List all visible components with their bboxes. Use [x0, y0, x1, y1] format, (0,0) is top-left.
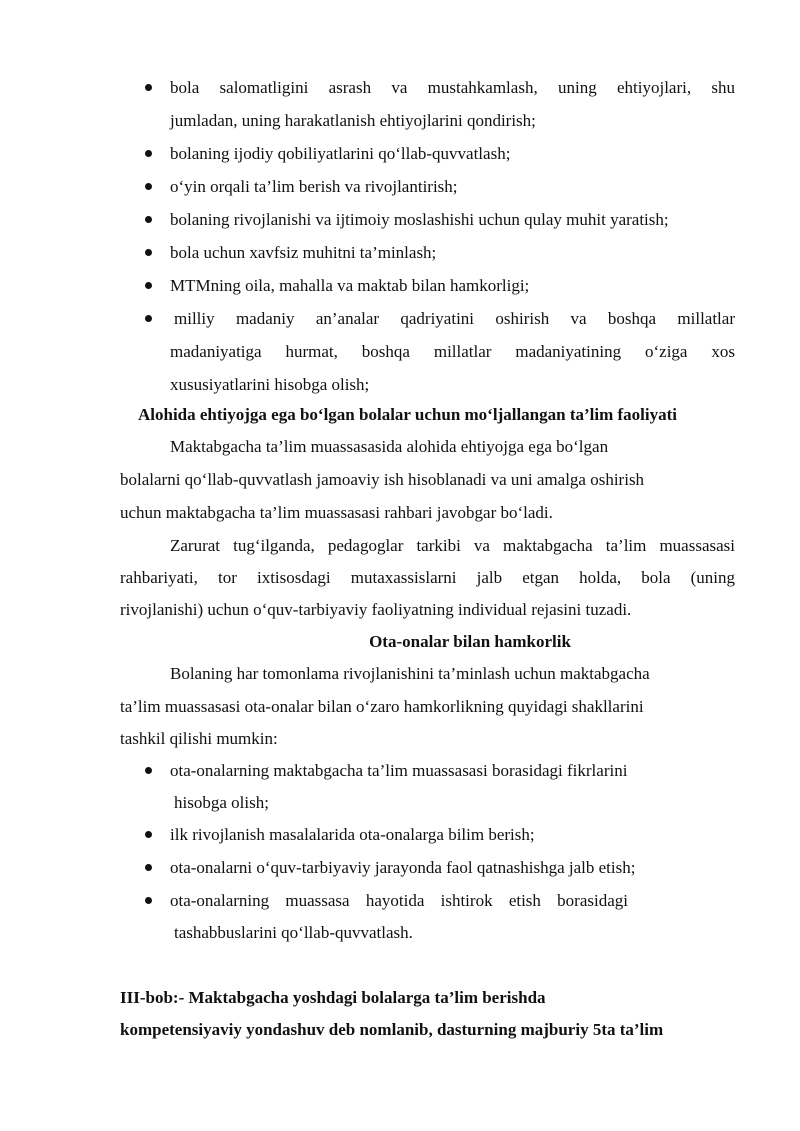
bullet-icon [145, 216, 152, 223]
chapter-heading: kompetensiyaviy yondashuv deb nomlanib, dasturning majburiy 5ta ta’lim [120, 1020, 664, 1039]
section-heading-parents: Ota-onalar bilan hamkorlik [369, 632, 571, 651]
bullet-icon [145, 150, 152, 157]
list-item-line: xususiyatlarini hisobga olish; [170, 375, 370, 394]
bullet-icon [145, 767, 152, 774]
paragraph-line: ta’lim muassasasi ota-onalar bilan o‘zaro hamkorlikning quyidagi shakllarini [120, 697, 644, 716]
list-item-line: hisobga olish; [174, 793, 269, 812]
paragraph-line: rivojlanishi) uchun o‘quv-tarbiyaviy faoliyatning individual rejasini tuzadi. [120, 600, 632, 619]
chapter-heading: III-bob:- Maktabgacha yoshdagi bolalarga ta’lim berishda [120, 988, 546, 1007]
paragraph-line: Maktabgacha ta’lim muassasasida alohida ehtiyojga ega bo‘lgan [170, 437, 609, 456]
list-item-line: ota-onalarning maktabgacha ta’lim muassasasi borasidagi fikrlarini [170, 761, 628, 780]
bullet-icon [145, 864, 152, 871]
bullet-icon [145, 831, 152, 838]
section-heading-special-needs: Alohida ehtiyojga ega bo‘lgan bolalar uchun mo‘ljallangan ta’lim faoliyati [138, 405, 678, 424]
list-item-line: bola salomatligini asrash va mustahkamlash, uning ehtiyojlari, shu [170, 78, 735, 97]
bullet-icon [145, 183, 152, 190]
list-item-line: bolaning ijodiy qobiliyatlarini qo‘llab-quvvatlash; [170, 144, 511, 163]
bullet-icon [145, 249, 152, 256]
bullet-icon [145, 282, 152, 289]
list-item-line: ota-onalarni o‘quv-tarbiyaviy jarayonda faol qatnashishga jalb etish; [170, 858, 636, 877]
list-item-line: jumladan, uning harakatlanish ehtiyojlarini qondirish; [170, 111, 536, 130]
paragraph-line: rahbariyati, tor ixtisosdagi mutaxassislarni jalb etgan holda, bola (uning [120, 568, 735, 587]
list-item-line: o‘yin orqali ta’lim berish va rivojlantirish; [170, 177, 458, 196]
paragraph-line: uchun maktabgacha ta’lim muassasasi rahbari javobgar bo‘ladi. [120, 503, 553, 522]
bullet-icon [145, 315, 152, 322]
paragraph-line: bolalarni qo‘llab-quvvatlash jamoaviy ish hisoblanadi va uni amalga oshirish [120, 470, 645, 489]
paragraph-line: Zarurat tug‘ilganda, pedagoglar tarkibi va maktabgacha ta’lim muassasasi [170, 536, 735, 555]
bullet-icon [145, 84, 152, 91]
list-item-line: tashabbuslarini qo‘llab-quvvatlash. [174, 923, 413, 942]
list-item-line: ilk rivojlanish masalalarida ota-onalarga bilim berish; [170, 825, 535, 844]
list-item-line: ota-onalarning muassasa hayotida ishtirok etish borasidagi [170, 891, 628, 910]
bullet-icon [145, 897, 152, 904]
list-item-line: bolaning rivojlanishi va ijtimoiy moslashishi uchun qulay muhit yaratish; [170, 210, 669, 229]
paragraph-line: Bolaning har tomonlama rivojlanishini ta’minlash uchun maktabgacha [170, 664, 650, 683]
list-item-line: madaniyatiga hurmat, boshqa millatlar madaniyatining o‘ziga xos [170, 342, 735, 361]
list-item-line: milliy madaniy an’analar qadriyatini oshirish va boshqa millatlar [174, 309, 735, 328]
list-item-line: MTMning oila, mahalla va maktab bilan hamkorligi; [170, 276, 530, 295]
paragraph-line: tashkil qilishi mumkin: [120, 729, 278, 748]
list-item-line: bola uchun xavfsiz muhitni ta’minlash; [170, 243, 437, 262]
